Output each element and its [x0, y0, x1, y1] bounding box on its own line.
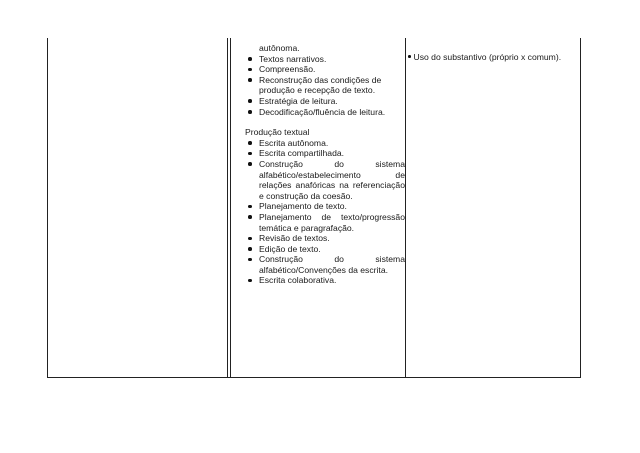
list-item-text: Planejamento de texto/progressão temática e paragrafação. [259, 211, 405, 233]
bullet-icon [248, 110, 252, 114]
bullet-icon [248, 78, 252, 82]
bullet-icon [248, 258, 252, 262]
list-item-text: Construção do sistema alfabético/estabelecimento de relações anafóricas na referenciação e construção da coesão. [259, 158, 405, 201]
bullet-icon [248, 237, 252, 241]
list-item-text: Revisão de textos. [259, 233, 330, 244]
list-item [245, 148, 405, 159]
right-column-item: Uso do substantivo (próprio x comum). [413, 52, 562, 62]
column-divider-left [227, 38, 228, 377]
bullet-icon [248, 68, 252, 72]
list-item [245, 96, 405, 107]
bullet-icon [248, 279, 252, 283]
list-item [245, 159, 405, 201]
list-item-text: Escrita compartilhada. [259, 148, 345, 159]
bullet-icon [248, 215, 252, 219]
list-item [245, 254, 405, 275]
list-item-text: Estratégia de leitura. [259, 95, 338, 106]
producao-list [245, 138, 405, 286]
column-divider-right [405, 38, 406, 377]
list-item [245, 64, 405, 75]
list-item [245, 244, 405, 255]
bullet-icon [248, 247, 252, 251]
list-item-text: Escrita autônoma. [259, 137, 329, 148]
list-item-text: Construção do sistema alfabético/Convenções da escrita. [259, 254, 405, 275]
list-item-text: Textos narrativos. [259, 53, 327, 64]
bullet-icon [248, 99, 252, 103]
bullet-icon [248, 205, 252, 209]
list-item [245, 275, 405, 286]
list-item-text: Reconstrução das condições de produção e recepção de texto. [259, 74, 382, 96]
list-item [245, 201, 405, 212]
right-column [408, 52, 580, 63]
bullet-icon [248, 152, 252, 156]
list-item-text: Planejamento de texto. [259, 201, 347, 212]
list-item [245, 212, 405, 233]
section-title: Produção textual [245, 127, 310, 138]
list-item-text: autônoma. [259, 43, 300, 53]
list-item [245, 43, 405, 54]
bullet-icon [408, 55, 411, 58]
bullet-icon [248, 57, 252, 61]
list-item [245, 233, 405, 244]
leitura-list [245, 43, 405, 117]
list-item [245, 138, 405, 149]
list-item-text: Compreensão. [259, 64, 316, 75]
list-item [245, 54, 405, 65]
list-item-text: Decodificação/fluência de leitura. [259, 106, 386, 117]
list-item-text: Edição de texto. [259, 243, 321, 254]
column-divider-left-double [230, 38, 231, 377]
bullet-icon [248, 141, 252, 145]
list-item [245, 75, 405, 96]
middle-column [245, 43, 405, 286]
list-item [245, 107, 405, 118]
bullet-icon [248, 162, 252, 166]
list-item-text: Escrita colaborativa. [259, 275, 337, 286]
